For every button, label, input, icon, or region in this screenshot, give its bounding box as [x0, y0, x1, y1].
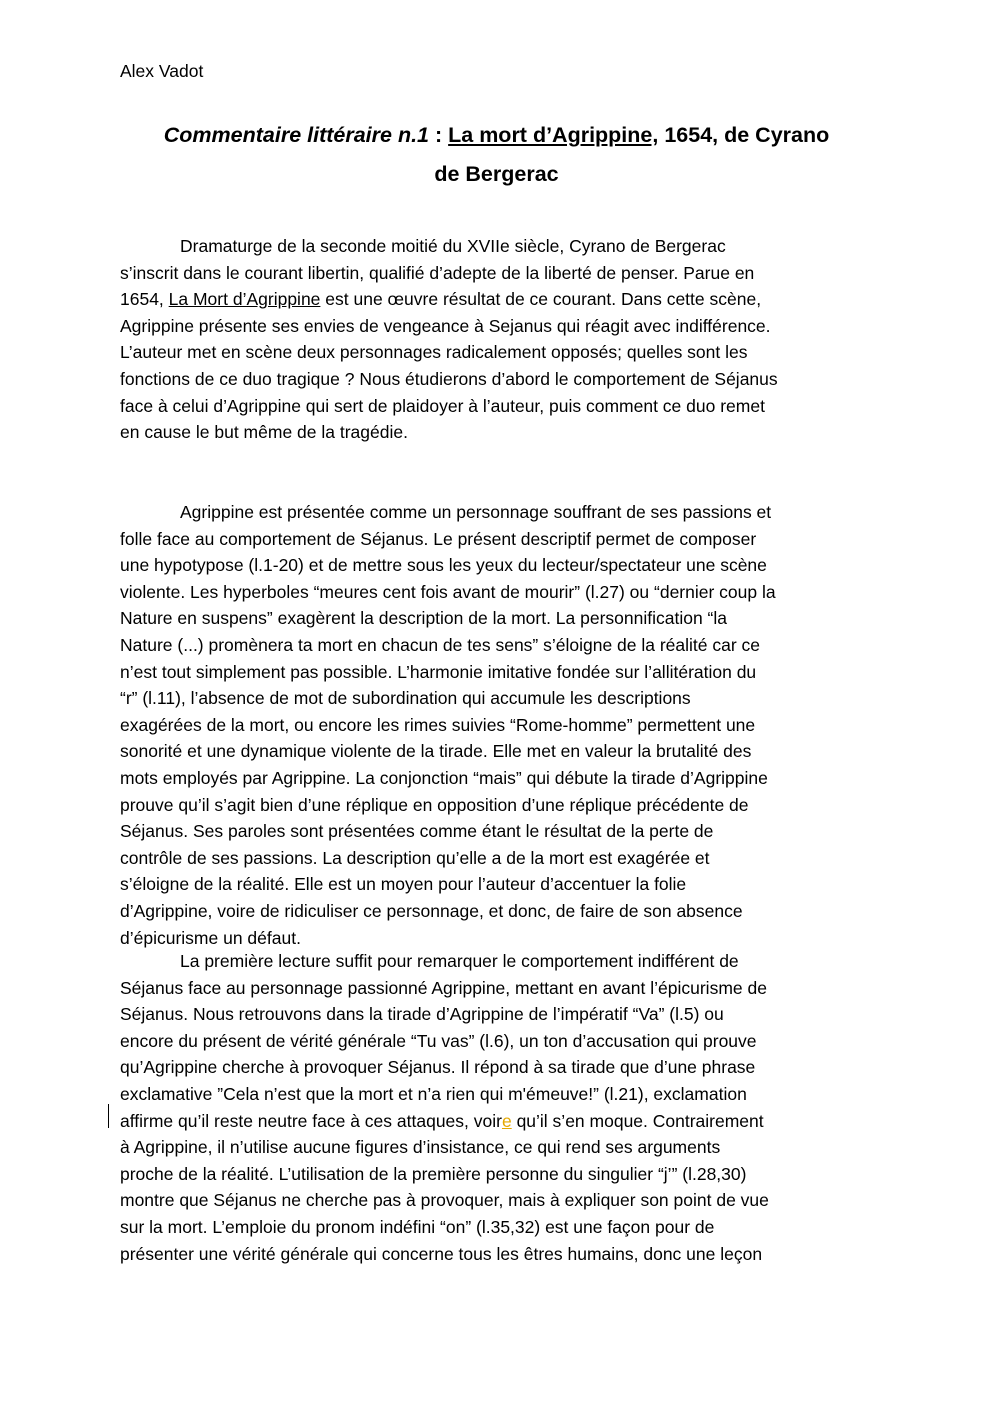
text-line: à Agrippine, il n’utilise aucune figures d’insistance, ce qui rend ses arguments: [120, 1137, 721, 1158]
text-line: mots employés par Agrippine. La conjonction “mais” qui débute la tirade d’Agrippine: [120, 767, 768, 788]
text-fragment: est une œuvre résultat de ce courant. Dans cette scène,: [320, 289, 762, 310]
text-line: proche de la réalité. L’utilisation de la première personne du singulier “j’” (l.28,30): [120, 1163, 747, 1184]
text-line: présenter une vérité générale qui concerne tous les êtres humains, donc une leçon: [120, 1243, 763, 1264]
text-line: n’est tout simplement pas possible. L’harmonie imitative fondée sur l’allitération du: [120, 661, 757, 682]
title-work-name: La mort d’Agrippine,: [448, 123, 659, 147]
text-line: [120, 286, 880, 313]
text-line: exagérées de la mort, ou encore les rimes suivies “Rome-homme” permettent une: [120, 714, 756, 735]
text-line: “r” (l.11), l’absence de mot de subordination qui accumule les descriptions: [120, 688, 691, 709]
title-rest-line2: de Bergerac: [434, 162, 559, 186]
text-fragment: affirme qu’il reste neutre face à ces attaques, voir: [120, 1110, 502, 1131]
text-line: exclamative ”Cela n’est que la mort et n’a rien qui m'émeuve!” (l.21), exclamation: [120, 1083, 747, 1104]
text-fragment: qu’il s’en moque. Contrairement: [511, 1110, 764, 1131]
text-line: Nature en suspens” exagèrent la description de la mort. La personnification “la: [120, 608, 728, 629]
text-line: L’auteur met en scène deux personnages radicalement opposés; quelles sont les: [120, 342, 748, 363]
text-line: une hypotypose (l.1-20) et de mettre sous les yeux du lecteur/spectateur une scène: [120, 555, 767, 576]
title-rest-line1: 1654, de Cyrano: [658, 123, 830, 147]
text-line: violente. Les hyperboles “meures cent fois avant de mourir” (l.27) ou “dernier coup la: [120, 581, 776, 602]
text-fragment: 1654,: [120, 289, 169, 310]
title-separator: :: [429, 123, 449, 147]
text-line: fonctions de ce duo tragique ? Nous étudierons d’abord le comportement de Séjanus: [120, 368, 778, 389]
text-line: d’Agrippine, voire de ridiculiser ce personnage, et donc, de faire de son absence: [120, 900, 743, 921]
text-line: en cause le but même de la tragédie.: [120, 422, 408, 443]
body-paragraph-2: [120, 948, 880, 1267]
text-line: Agrippine présente ses envies de vengeance à Sejanus qui réagit avec indifférence.: [120, 315, 771, 336]
text-line: Nature (...) promènera ta mort en chacun de tes sens” s’éloigne de la réalité car ce: [120, 634, 761, 655]
author-name: Alex Vadot: [120, 61, 204, 81]
text-line: [120, 1108, 880, 1135]
intro-paragraph: [120, 233, 880, 446]
text-line: sur la mort. L’emploie du pronom indéfini “on” (l.35,32) est une façon pour de: [120, 1216, 715, 1237]
text-cursor: [108, 1104, 109, 1128]
text-line: Dramaturge de la seconde moitié du XVIIe siècle, Cyrano de Bergerac: [180, 236, 726, 256]
title-assignment: Commentaire littéraire n.1: [163, 123, 430, 147]
document-title: [110, 116, 883, 194]
spelling-suggestion[interactable]: e: [501, 1110, 512, 1131]
work-title-underlined: La Mort d’Agrippine: [168, 289, 321, 310]
text-line: qu’Agrippine cherche à provoquer Séjanus. Il répond à sa tirade que d’une phrase: [120, 1057, 756, 1078]
text-line: Agrippine est présentée comme un personnage souffrant de ses passions et: [180, 502, 772, 522]
text-line: Séjanus face au personnage passionné Agrippine, mettant en avant l’épicurisme de: [120, 977, 767, 998]
text-line: folle face au comportement de Séjanus. Le présent descriptif permet de composer: [120, 528, 757, 549]
text-line: contrôle de ses passions. La description qu’elle a de la mort est exagérée et: [120, 847, 710, 868]
text-line: encore du présent de vérité générale “Tu vas” (l.6), un ton d’accusation qui prouve: [120, 1030, 757, 1051]
text-line: montre que Séjanus ne cherche pas à provoquer, mais à expliquer son point de vue: [120, 1190, 769, 1211]
text-line: face à celui d’Agrippine qui sert de plaidoyer à l’auteur, puis comment ce duo remet: [120, 395, 765, 416]
text-line: prouve qu’il s’agit bien d’une réplique en opposition d’une réplique précédente de: [120, 794, 749, 815]
text-line: s’inscrit dans le courant libertin, qualifié d’adepte de la liberté de penser. Parue en: [120, 262, 755, 283]
body-paragraph-1: [120, 499, 880, 951]
text-line: La première lecture suffit pour remarquer le comportement indifférent de: [180, 951, 739, 971]
text-line: Séjanus. Nous retrouvons dans la tirade d’Agrippine de l’impératif “Va” (l.5) ou: [120, 1004, 724, 1025]
text-line: Séjanus. Ses paroles sont présentées comme étant le résultat de la perte de: [120, 821, 714, 842]
text-line: sonorité et une dynamique violente de la tirade. Elle met en valeur la brutalité des: [120, 741, 752, 762]
text-line: s’éloigne de la réalité. Elle est un moyen pour l’auteur d’accentuer la folie: [120, 874, 687, 895]
text-line: d’épicurisme un défaut.: [120, 927, 301, 948]
